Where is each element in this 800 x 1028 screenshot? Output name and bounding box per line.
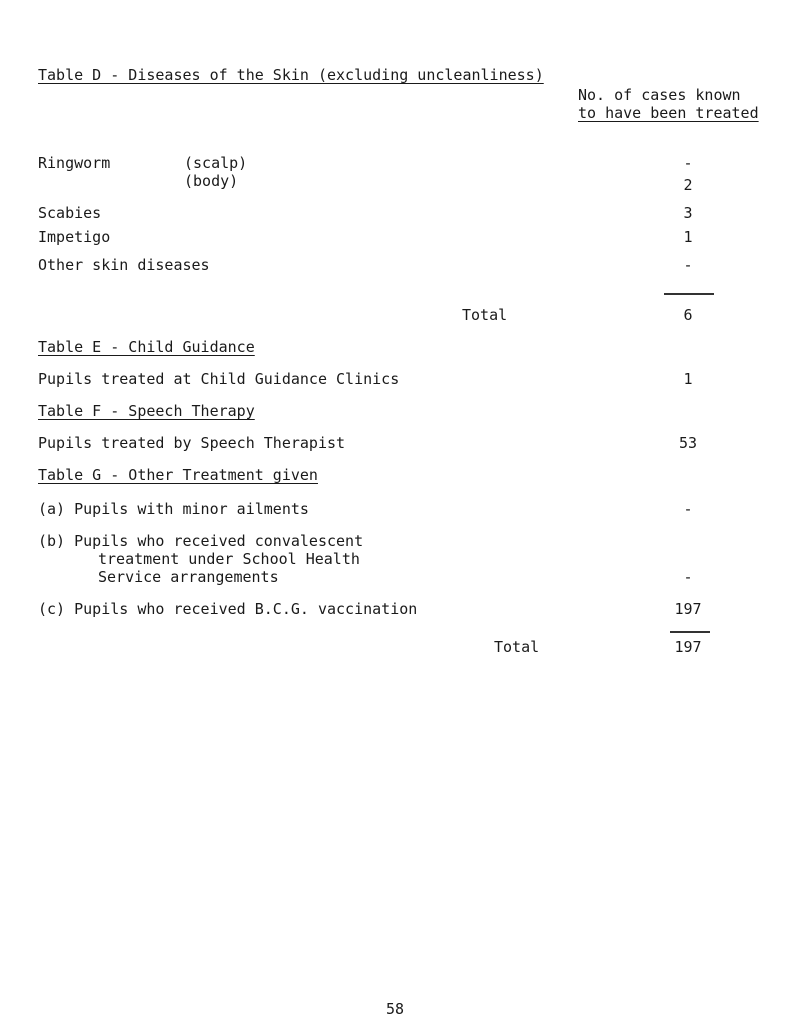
table-g-row-c-value: 197 bbox=[674, 600, 702, 618]
row-value-impetigo: 1 bbox=[683, 228, 693, 246]
row-label-scabies: Scabies bbox=[38, 204, 102, 222]
column-header-line2: to have been treated bbox=[578, 104, 759, 122]
column-header-line1: No. of cases known bbox=[578, 86, 741, 104]
row-sublabel-body: (body) bbox=[184, 172, 239, 190]
table-e-title: Table E - Child Guidance bbox=[38, 338, 255, 356]
total-label-g: Total bbox=[494, 638, 540, 656]
table-g-row-a-value: - bbox=[683, 500, 693, 518]
table-e-row-value: 1 bbox=[683, 370, 693, 388]
row-value-body: 2 bbox=[683, 176, 693, 194]
table-g-row-a-label: (a) Pupils with minor ailments bbox=[38, 500, 309, 518]
table-d-title: Table D - Diseases of the Skin (excluding uncleanliness) bbox=[38, 66, 544, 84]
row-value-scabies: 3 bbox=[683, 204, 693, 222]
table-f-row-value: 53 bbox=[678, 434, 698, 452]
row-value-other: - bbox=[683, 256, 693, 274]
table-g-row-b-value: - bbox=[683, 568, 693, 586]
table-g-row-c-label: (c) Pupils who received B.C.G. vaccination bbox=[38, 600, 418, 618]
table-f-row-label: Pupils treated by Speech Therapist bbox=[38, 434, 346, 452]
row-value-scalp: - bbox=[683, 154, 693, 172]
total-value-d: 6 bbox=[683, 306, 693, 324]
row-label-other: Other skin diseases bbox=[38, 256, 210, 274]
table-e-row-label: Pupils treated at Child Guidance Clinics bbox=[38, 370, 400, 388]
table-g-title: Table G - Other Treatment given bbox=[38, 466, 318, 484]
total-rule-g bbox=[670, 631, 710, 633]
page-number: 58 bbox=[386, 1000, 405, 1018]
table-g-row-b-label-line3: Service arrangements bbox=[98, 568, 279, 586]
row-label-ringworm: Ringworm bbox=[38, 154, 111, 172]
total-rule-d bbox=[664, 293, 714, 295]
total-label-d: Total bbox=[462, 306, 508, 324]
table-g-row-b-label-line1: (b) Pupils who received convalescent bbox=[38, 532, 364, 550]
row-label-impetigo: Impetigo bbox=[38, 228, 111, 246]
table-f-title: Table F - Speech Therapy bbox=[38, 402, 255, 420]
table-g-row-b-label-line2: treatment under School Health bbox=[98, 550, 360, 568]
row-sublabel-scalp: (scalp) bbox=[184, 154, 248, 172]
total-value-g: 197 bbox=[674, 638, 702, 656]
